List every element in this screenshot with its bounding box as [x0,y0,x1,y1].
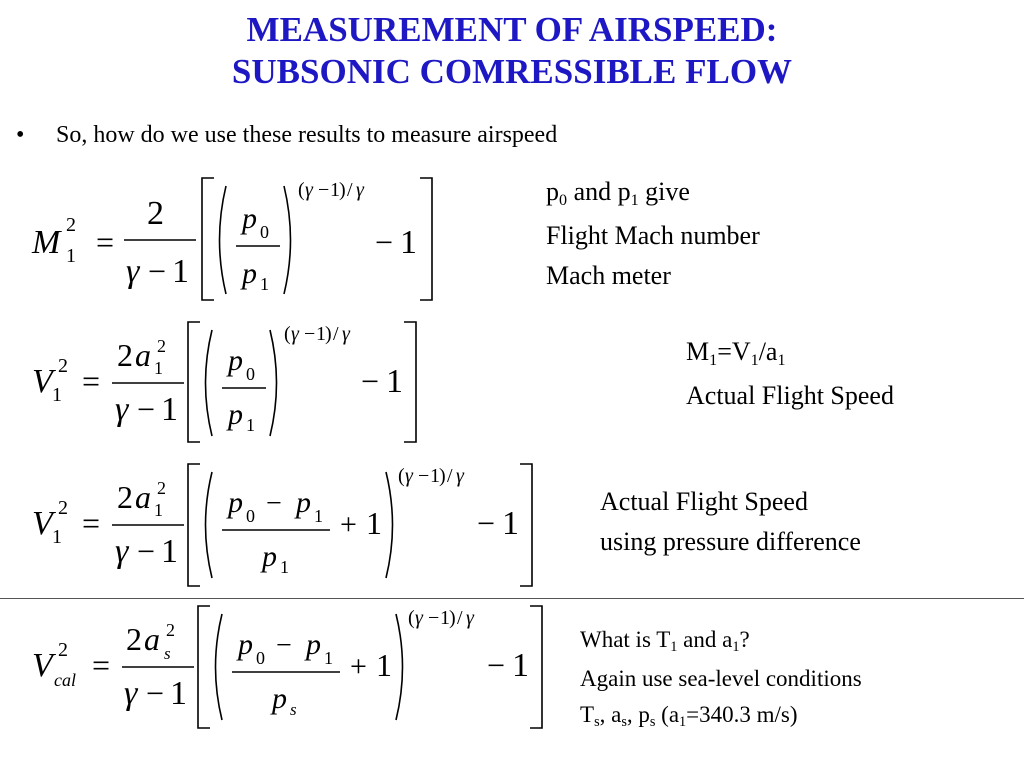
symbol-p: p [238,628,253,661]
right-paren [270,330,277,436]
exp-gamma: γ [342,323,350,345]
exp-gamma: γ [305,179,313,201]
exp-left-paren: ( [284,323,291,345]
subscript-1: 1 [324,648,333,668]
exponent-2: 2 [166,620,175,640]
equation-calibrated-airspeed [32,606,542,728]
exp-one: 1 [330,179,340,201]
gamma-symbol: γ [126,253,140,290]
one-symbol: 1 [502,505,519,542]
note-line: Actual Flight Speed [600,487,808,516]
subscript-1: 1 [246,415,255,435]
exponent-2: 2 [58,497,68,519]
subscript: 1 [670,638,678,655]
subscript: 1 [709,351,718,369]
numerator-2: 2 [126,621,142,657]
exp-left-paren: ( [298,179,305,201]
left-paren [206,472,213,578]
note-line [580,622,862,661]
exp-minus: − [304,323,316,345]
bullet-icon: • [16,122,25,148]
note-pressure-difference [600,482,861,562]
exponent-2: 2 [157,336,166,356]
subscript: s [621,713,627,730]
subscript-1: 1 [280,557,289,577]
note-text: T [580,702,595,727]
subscript-1: 1 [260,274,269,294]
exponent-group [408,607,475,629]
subscript: 1 [777,351,786,369]
exponent-group [398,465,465,487]
symbol-p: p [228,344,243,377]
gamma-symbol: γ [115,533,129,570]
note-line: using pressure difference [600,527,861,556]
numerator-2: 2 [117,479,133,515]
left-bracket [188,322,200,442]
subscript-1: 1 [52,526,62,548]
one-symbol: 1 [386,363,403,400]
subscript-cal: cal [54,670,76,690]
subscript: 1 [732,638,740,655]
subscript-0: 0 [246,506,255,526]
right-paren [284,186,291,294]
equals-sign: = [82,363,101,399]
note-text: and p [567,177,631,206]
right-paren [386,472,393,578]
symbol-p: p [272,682,287,715]
symbol-M: M [32,224,61,261]
subscript: 1 [679,713,687,730]
right-bracket [420,178,432,300]
equals-sign: = [96,224,115,260]
note-text: What is T [580,627,671,652]
exp-left-paren: ( [398,465,405,487]
minus-sign: − [477,505,496,541]
note-line [580,697,862,736]
exp-one: 1 [430,465,440,487]
subscript-0: 0 [246,364,255,384]
right-paren [396,614,403,720]
left-bracket [198,606,210,728]
right-bracket [404,322,416,442]
subscript-1: 1 [314,506,323,526]
exponent-2: 2 [157,478,166,498]
minus-sign: − [276,630,292,661]
exp-gamma: γ [405,465,413,487]
note-line [686,332,894,376]
minus-sign: − [146,675,165,711]
note-line [546,172,760,216]
bullet-text: So, how do we use these results to measure airspeed [56,122,558,148]
one-symbol: 1 [400,224,417,261]
right-bracket [530,606,542,728]
subscript-1: 1 [52,384,62,406]
numerator-2: 2 [117,337,133,373]
exp-minus: − [318,179,330,201]
one-symbol: 1 [161,391,178,428]
symbol-p: p [242,202,257,235]
note-text: , p [626,702,650,727]
left-paren [216,614,223,720]
equals-sign: = [82,505,101,541]
note-text: =340.3 m/s) [686,702,798,727]
exponent-2: 2 [66,214,76,236]
one-symbol: 1 [512,647,529,684]
subscript: 1 [630,191,639,209]
subscript-0: 0 [256,648,265,668]
gamma-symbol: γ [115,391,129,428]
slide-title-line-1: MEASUREMENT OF AIRSPEED: [246,10,778,49]
symbol-a: a [135,337,151,373]
note-sea-level-conditions [580,622,862,736]
note-text: M [686,337,710,366]
exp-slash: / [333,323,339,345]
symbol-V: V [32,505,53,542]
note-text: ? [739,627,750,652]
exp-left-paren: ( [408,607,415,629]
gamma-symbol: γ [124,675,138,712]
subscript: 1 [750,351,759,369]
symbol-a: a [144,621,160,657]
subscript-s: s [290,700,297,719]
minus-sign: − [266,488,282,519]
minus-sign: − [375,224,394,260]
divider-line [0,598,1024,599]
exp-slash: / [457,607,463,629]
symbol-a: a [135,479,151,515]
right-bracket [520,464,532,586]
exp-slash: / [347,179,353,201]
symbol-p: p [228,486,243,519]
exp-right-paren: ) [339,179,346,201]
symbol-V: V [32,647,53,684]
equation-speed-pressure-difference [32,464,532,586]
left-bracket [202,178,214,300]
minus-sign: − [137,533,156,569]
exp-slash: / [447,465,453,487]
exp-right-paren: ) [449,607,456,629]
left-paren [220,186,227,294]
exp-one: 1 [440,607,450,629]
exponent-2: 2 [58,639,68,661]
note-text: /a [758,337,778,366]
plus-sign: + [350,650,367,683]
left-paren [206,330,213,436]
note-line: Mach meter [546,261,671,290]
exp-minus: − [418,465,430,487]
symbol-p: p [306,628,321,661]
minus-sign: − [487,647,506,683]
subscript: s [649,713,656,730]
note-text: and a [677,627,733,652]
exp-gamma: γ [415,607,423,629]
plus-sign: + [340,508,357,541]
subscript-1: 1 [154,358,163,378]
exp-minus: − [428,607,440,629]
equals-sign: = [92,647,111,683]
symbol-p: p [242,257,257,290]
subscript-0: 0 [260,222,269,242]
exp-one: 1 [316,323,326,345]
note-text: (a [655,702,680,727]
symbol-V: V [32,363,53,400]
exponent-group [284,323,351,345]
exp-gamma: γ [456,465,464,487]
exp-gamma: γ [291,323,299,345]
exp-gamma: γ [466,607,474,629]
one-symbol: 1 [170,675,187,712]
exp-right-paren: ) [439,465,446,487]
exponent-group [298,179,365,201]
one-symbol: 1 [366,505,382,541]
slide-title-line-2: SUBSONIC COMRESSIBLE FLOW [231,52,793,91]
note-line: Flight Mach number [546,221,760,250]
minus-sign: − [137,391,156,427]
minus-sign: − [361,363,380,399]
equation-mach-number [31,178,432,300]
one-symbol: 1 [376,647,392,683]
subscript: 0 [559,191,568,209]
exp-gamma: γ [356,179,364,201]
note-text: , a [599,702,622,727]
subscript-s: s [164,644,171,663]
subscript: s [594,713,600,730]
symbol-p: p [296,486,311,519]
left-bracket [188,464,200,586]
subscript-1: 1 [154,500,163,520]
note-text: p [546,177,559,206]
note-text: =V [717,337,751,366]
note-line: Again use sea-level conditions [580,666,862,691]
equation-flight-speed [32,322,416,442]
exp-right-paren: ) [325,323,332,345]
one-symbol: 1 [172,253,189,290]
note-mach-meter [546,172,760,296]
note-line: Actual Flight Speed [686,381,894,410]
one-symbol: 1 [161,533,178,570]
exponent-2: 2 [58,355,68,377]
numerator-2: 2 [147,195,164,232]
symbol-p: p [228,398,243,431]
subscript-1: 1 [66,245,76,267]
symbol-p: p [262,540,277,573]
minus-sign: − [148,253,167,289]
note-text: give [638,177,690,206]
note-actual-flight-speed [686,332,894,416]
